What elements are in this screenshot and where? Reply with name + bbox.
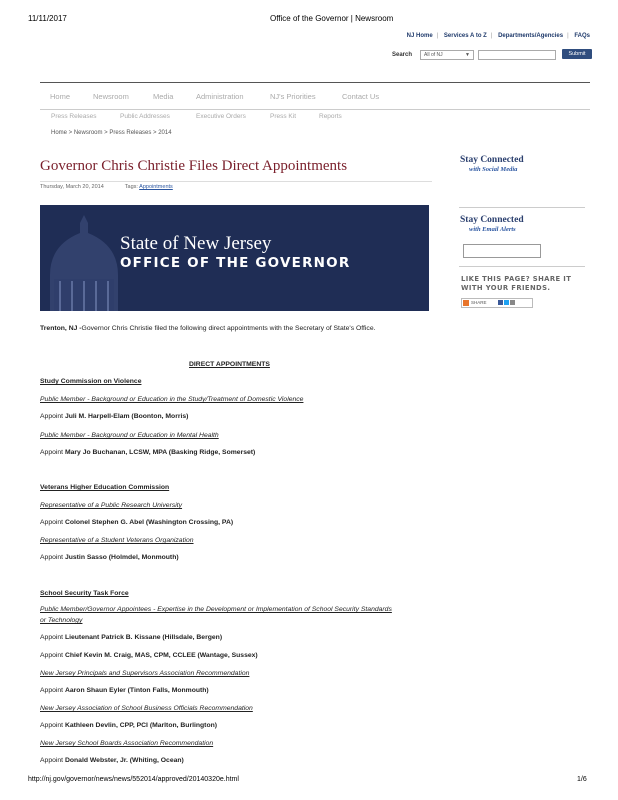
position-title: Representative of a Student Veterans Organization — [40, 537, 194, 544]
email-alerts-subtitle: with Email Alerts — [469, 226, 516, 233]
appointee-line: Appoint Justin Sasso (Holmdel, Monmouth) — [40, 554, 179, 561]
appointee-line: Appoint Colonel Stephen G. Abel (Washington Crossing, PA) — [40, 519, 234, 526]
article-meta — [40, 184, 173, 190]
stay-connected-social-title: Stay Connected — [460, 155, 524, 165]
stay-connected-email-title: Stay Connected — [460, 215, 524, 225]
appointee-line: Appoint Chief Kevin M. Craig, MAS, CPM, CCLEE (Wantage, Sussex) — [40, 652, 258, 659]
position-title: Public Member - Background or Education in Mental Health — [40, 432, 219, 439]
share-icon — [463, 300, 469, 306]
article-date: Thursday, March 20, 2014 — [40, 184, 104, 190]
main-nav — [40, 82, 590, 110]
position-title: New Jersey School Boards Association Recommendation — [40, 740, 214, 747]
position-title: Representative of a Public Research University — [40, 502, 183, 509]
banner-state: State of New Jersey — [120, 233, 272, 254]
sub-nav-public-addresses[interactable]: Public Addresses — [120, 113, 170, 120]
main-nav-media[interactable]: Media — [153, 92, 174, 101]
sub-nav-reports[interactable]: Reports — [319, 113, 342, 120]
appointee-name: Aaron Shaun Eyler (Tinton Falls, Monmouth) — [64, 687, 209, 694]
main-nav-newsroom[interactable]: Newsroom — [93, 92, 129, 101]
search-submit-button[interactable]: Submit — [562, 49, 592, 59]
share-button[interactable]: SHARE — [461, 298, 533, 308]
body-heading: Veterans Higher Education Commission — [40, 484, 170, 491]
print-date: 11/11/2017 — [28, 14, 67, 23]
print-title: Office of the Governor | Newsroom — [270, 14, 394, 23]
main-nav-priorities[interactable]: NJ's Priorities — [270, 92, 316, 101]
main-nav-contact[interactable]: Contact Us — [342, 92, 380, 101]
appointee-line: Appoint Aaron Shaun Eyler (Tinton Falls, Monmouth) — [40, 687, 209, 694]
search-scope-select[interactable]: All of NJ ▼ — [420, 50, 474, 60]
sidebar-divider — [459, 266, 585, 267]
email-alert-input[interactable] — [463, 244, 541, 258]
appointee-line: Appoint Donald Webster, Jr. (Whiting, Ocean) — [40, 757, 184, 764]
nav-nj-home[interactable]: NJ Home — [406, 33, 433, 39]
sub-nav-press-kit[interactable]: Press Kit — [270, 113, 297, 120]
main-nav-home[interactable]: Home — [50, 92, 71, 101]
breadcrumb[interactable]: Home > Newsroom > Press Releases > 2014 — [51, 130, 172, 136]
title-divider — [40, 181, 432, 182]
appointee-name: Lieutenant Patrick B. Kissane (Hillsdale, Bergen) — [64, 634, 223, 641]
search-input[interactable] — [478, 50, 556, 60]
appointee-line: Appoint Lieutenant Patrick B. Kissane (Hillsdale, Bergen) — [40, 634, 223, 641]
twitter-icon — [504, 300, 509, 305]
position-title: or Technology — [40, 617, 83, 624]
footer-url: http://nj.gov/governor/news/news/552014/approved/20140320e.html — [28, 776, 239, 783]
appointee-name: Chief Kevin M. Craig, MAS, CPM, CCLEE (Wantage, Sussex) — [64, 652, 258, 659]
tags-label: Tags: — [124, 184, 138, 190]
sub-nav-executive-orders[interactable]: Executive Orders — [196, 113, 246, 120]
email-icon — [510, 300, 515, 305]
search-label: Search — [392, 52, 413, 58]
share-prompt: LIKE THIS PAGE? SHARE IT WITH YOUR FRIENDS. — [461, 275, 572, 292]
appointee-name: Donald Webster, Jr. (Whiting, Ocean) — [64, 757, 184, 764]
footer-page: 1/6 — [577, 776, 587, 783]
appointee-line: Appoint Kathleen Devlin, CPP, PCI (Marlton, Burlington) — [40, 722, 218, 729]
appointee-name: Colonel Stephen G. Abel (Washington Crossing, PA) — [64, 519, 234, 526]
body-heading: School Security Task Force — [40, 590, 129, 597]
chevron-down-icon: ▼ — [465, 52, 470, 58]
banner-office: OFFICE OF THE GOVERNOR — [120, 255, 351, 271]
appointee-name: Justin Sasso (Holmdel, Monmouth) — [64, 554, 179, 561]
lead-paragraph: Trenton, NJ -Governor Chris Christie filed the following direct appointments with the Secretary of State's Office. — [40, 325, 376, 332]
office-banner — [40, 205, 429, 311]
position-title: Public Member/Governor Appointees - Expertise in the Development or Implementation of School Security Standards — [40, 606, 392, 613]
appointee-name: Mary Jo Buchanan, LCSW, MPA (Basking Ridge, Somerset) — [64, 449, 256, 456]
nav-departments[interactable]: Departments/Agencies — [498, 33, 564, 39]
appointee-line: Appoint Mary Jo Buchanan, LCSW, MPA (Basking Ridge, Somerset) — [40, 449, 256, 456]
main-nav-administration[interactable]: Administration — [196, 92, 244, 101]
utility-nav: NJ Home | Services A to Z | Departments/Agencies | FAQs — [406, 33, 590, 39]
body-heading: Study Commission on Violence — [40, 378, 142, 385]
appointee-line: Appoint Juli M. Harpell-Elam (Boonton, Morris) — [40, 413, 189, 420]
sidebar-divider — [459, 207, 585, 208]
sub-nav-press-releases[interactable]: Press Releases — [51, 113, 97, 120]
appointee-name: Kathleen Devlin, CPP, PCI (Marlton, Burlington) — [64, 722, 218, 729]
nav-services[interactable]: Services A to Z — [443, 33, 487, 39]
appointee-name: Juli M. Harpell-Elam (Boonton, Morris) — [64, 413, 189, 420]
page-title: Governor Chris Christie Files Direct Appointments — [40, 158, 348, 174]
position-title: New Jersey Principals and Supervisors Association Recommendation — [40, 670, 250, 677]
capitol-dome-icon — [40, 205, 130, 311]
position-title: Public Member - Background or Education in the Study/Treatment of Domestic Violence — [40, 396, 304, 403]
position-title: New Jersey Association of School Business Officials Recommendation — [40, 705, 253, 712]
social-media-subtitle: with Social Media — [469, 166, 518, 173]
section-heading: DIRECT APPOINTMENTS — [189, 361, 270, 368]
nav-faqs[interactable]: FAQs — [574, 33, 590, 39]
tag-link[interactable]: Appointments — [139, 184, 173, 190]
facebook-icon — [498, 300, 503, 305]
